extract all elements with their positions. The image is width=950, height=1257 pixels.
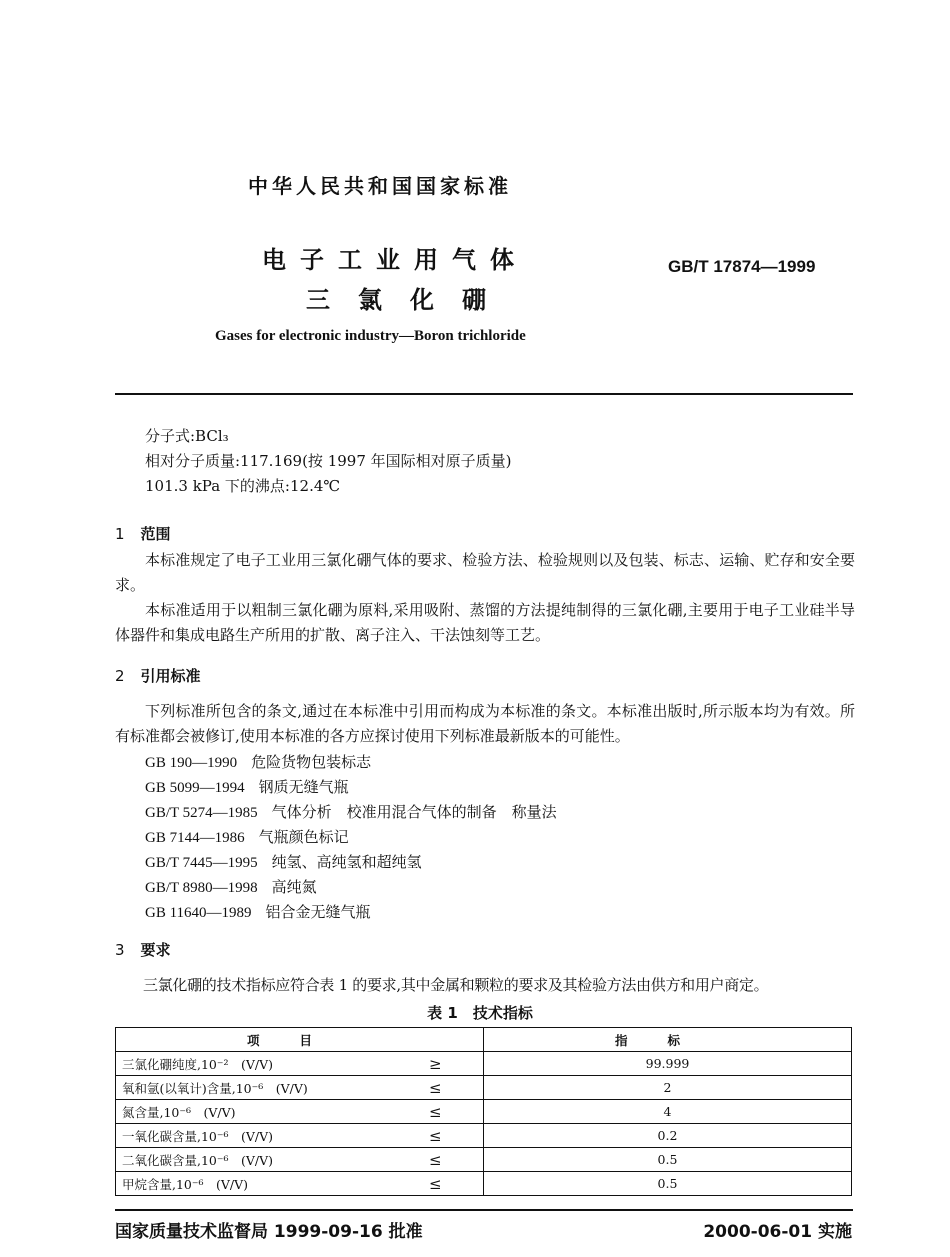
approval-info: 国家质量技术监督局 1999-09-16 批准 [115,1222,423,1242]
implementation-date: 2000-06-01 实施 [703,1222,852,1242]
item-label: 氮含量,10⁻⁶ (V/V) [122,1104,236,1120]
reference-title: 钢质无缝气瓶 [258,778,349,796]
section-number: 1 [115,525,125,543]
reference-item [145,851,422,872]
reference-title: 气瓶颜色标记 [258,828,349,846]
row-value: 4 [484,1100,852,1124]
comparison-symbol: ≥ [429,1055,442,1073]
section-1-heading [115,523,171,544]
table-row [116,1172,852,1196]
section-3-paragraph: 三氯化硼的技术指标应符合表 1 的要求,其中金属和颗粒的要求及其检验方法由供方和用户商定。 [143,976,769,994]
reference-item [145,751,371,772]
item-label: 甲烷含量,10⁻⁶ (V/V) [122,1176,249,1192]
reference-item [145,801,557,822]
reference-code: GB 7144—1986 [145,830,245,846]
reference-title: 铝合金无缝气瓶 [265,903,371,921]
row-value: 0.5 [484,1172,852,1196]
comparison-symbol: ≤ [429,1127,442,1145]
row-item [116,1172,484,1196]
section-title: 要求 [140,941,171,959]
footer-divider [115,1209,853,1211]
item-label: 三氯化硼纯度,10⁻² (V/V) [122,1056,274,1072]
reference-title: 危险货物包装标志 [251,753,372,771]
table-row [116,1124,852,1148]
reference-title: 气体分析 校准用混合气体的制备 称量法 [271,803,557,821]
row-value: 2 [484,1076,852,1100]
reference-item [145,876,317,897]
reference-code: GB/T 5274—1985 [145,805,258,821]
row-item [116,1052,484,1076]
reference-code: GB/T 8980—1998 [145,880,258,896]
section-2-heading [115,665,201,686]
reference-item [145,901,371,922]
row-item [116,1076,484,1100]
comparison-symbol: ≤ [429,1103,442,1121]
row-item [116,1124,484,1148]
header-item: 项目 [116,1028,484,1052]
reference-title: 纯氢、高纯氢和超纯氢 [271,853,422,871]
property-boiling-point: 101.3 kPa 下的沸点:12.4℃ [145,477,341,495]
standard-code: GB/T 17874—1999 [668,257,816,276]
comparison-symbol: ≤ [429,1079,442,1097]
reference-code: GB/T 7445—1995 [145,855,258,871]
table-row [116,1100,852,1124]
spec-table [115,1027,852,1196]
section-title: 引用标准 [140,667,201,685]
row-value: 99.999 [484,1052,852,1076]
reference-item [145,776,349,797]
section-1-paragraph: 本标准适用于以粗制三氯化硼为原料,采用吸附、蒸馏的方法提纯制得的三氯化硼,主要用于电子工业硅半导体器件和集成电路生产所用的扩散、离子注入、干法蚀刻等工艺。 [115,601,855,644]
item-label: 一氧化碳含量,10⁻⁶ (V/V) [122,1128,274,1144]
property-molar-mass: 相对分子质量:117.169(按 1997 年国际相对原子质量) [145,452,512,470]
table-row [116,1076,852,1100]
row-value: 0.2 [484,1124,852,1148]
comparison-symbol: ≤ [429,1175,442,1193]
reference-title: 高纯氮 [271,878,317,896]
table-caption: 表 1 技术指标 [427,1004,533,1022]
section-number: 2 [115,667,125,685]
section-2-paragraph: 下列标准所包含的条文,通过在本标准中引用而构成为本标准的条文。本标准出版时,所示版本均为有效。所有标准都会被修订,使用本标准的各方应探讨使用下列标准最新版本的可能性。 [115,702,855,745]
header-divider [115,393,853,395]
doc-title-line2: 三氯化硼 [306,286,514,314]
header-value: 指标 [484,1028,852,1052]
org-title: 中华人民共和国国家标准 [248,174,512,198]
table-header-row [116,1028,852,1052]
section-number: 3 [115,941,125,959]
item-label: 二氧化碳含量,10⁻⁶ (V/V) [122,1152,274,1168]
item-label: 氧和氩(以氧计)含量,10⁻⁶ (V/V) [122,1080,308,1096]
table-row [116,1148,852,1172]
comparison-symbol: ≤ [429,1151,442,1169]
reference-code: GB 5099—1994 [145,780,245,796]
property-formula: 分子式:BCl₃ [145,427,229,445]
reference-code: GB 11640—1989 [145,905,252,921]
reference-item [145,826,349,847]
row-value: 0.5 [484,1148,852,1172]
doc-title-line1: 电子工业用气体 [262,246,528,274]
row-item [116,1148,484,1172]
section-3-heading [115,939,171,960]
section-title: 范围 [140,525,171,543]
english-title: Gases for electronic industry—Boron trichloride [215,328,526,344]
row-item [116,1100,484,1124]
reference-code: GB 190—1990 [145,755,238,771]
table-row [116,1052,852,1076]
section-1-paragraph: 本标准规定了电子工业用三氯化硼气体的要求、检验方法、检验规则以及包装、标志、运输、贮存和安全要求。 [115,551,855,594]
